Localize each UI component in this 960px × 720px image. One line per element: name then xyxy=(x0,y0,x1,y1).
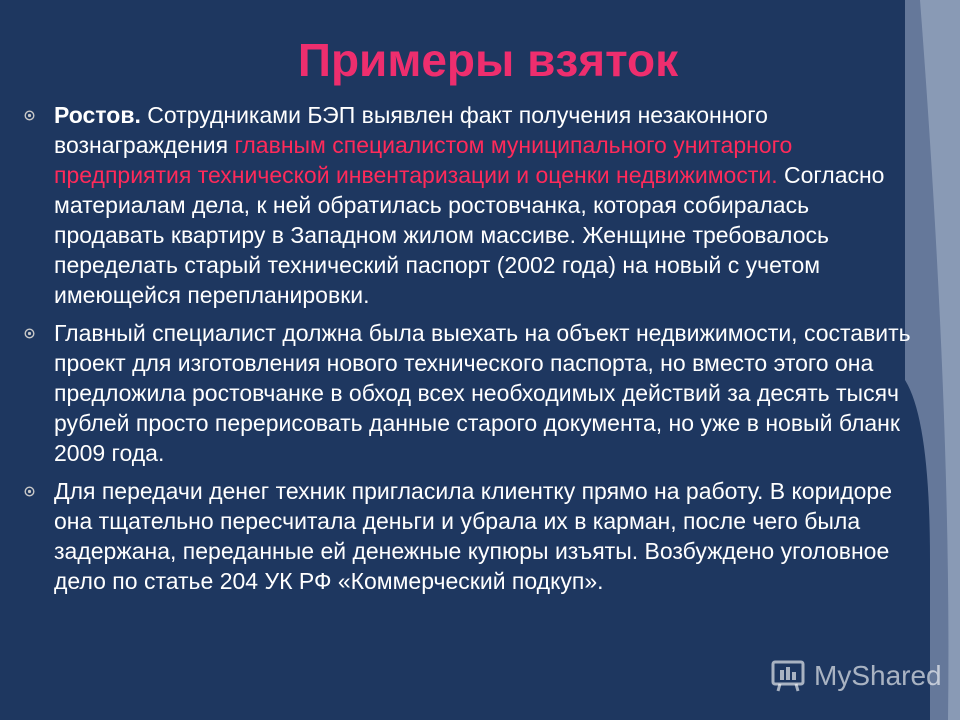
bullet-text: Главный специалист должна была выехать на объект недвижимости, составить проект для изготовления нового технического паспорта, но вместо этого она предложила ростовчанке в обход всех необходимых действий за десять тысяч рублей просто перерисовать данные старого документа, но уже в новый бланк 2009 года. xyxy=(54,320,911,466)
hollow-circle-bullet-icon xyxy=(24,486,35,497)
hollow-circle-bullet-icon xyxy=(24,110,35,121)
watermark-text: MyShared xyxy=(814,660,942,691)
bullet-item xyxy=(24,476,924,596)
hollow-circle-bullet-icon xyxy=(24,328,35,339)
bullet-item xyxy=(24,100,924,310)
myshared-logo-icon xyxy=(770,659,806,693)
bullet-text: Сотрудниками БЭП выявлен факт получения незаконного вознаграждения xyxy=(54,102,768,158)
watermark xyxy=(770,656,942,696)
bullet-lead: Ростов. xyxy=(54,102,141,128)
bullet-list xyxy=(24,100,924,604)
bullet-text: Согласно материалам дела, к ней обратилась ростовчанка, которая собиралась продавать квартиру в Западном жилом массиве. Женщине требовалось переделать старый технический паспорт (2002 года) на новый с учетом имеющейся перепланировки. xyxy=(54,162,885,308)
bullet-text: Для передачи денег техник пригласила клиентку прямо на работу. В коридоре она тщательно пересчитала деньги и убрала их в карман, после чего была задержана, переданные ей денежные купюры изъяты. Возбуждено уголовное дело по статье 204 УК РФ «Коммерческий подкуп». xyxy=(54,478,893,594)
bullet-highlight: главным специалистом муниципального унитарного предприятия технической инвентаризации и оценки недвижимости. xyxy=(54,132,793,188)
slide-title: Примеры взяток xyxy=(297,34,679,86)
bullet-item xyxy=(24,318,924,468)
